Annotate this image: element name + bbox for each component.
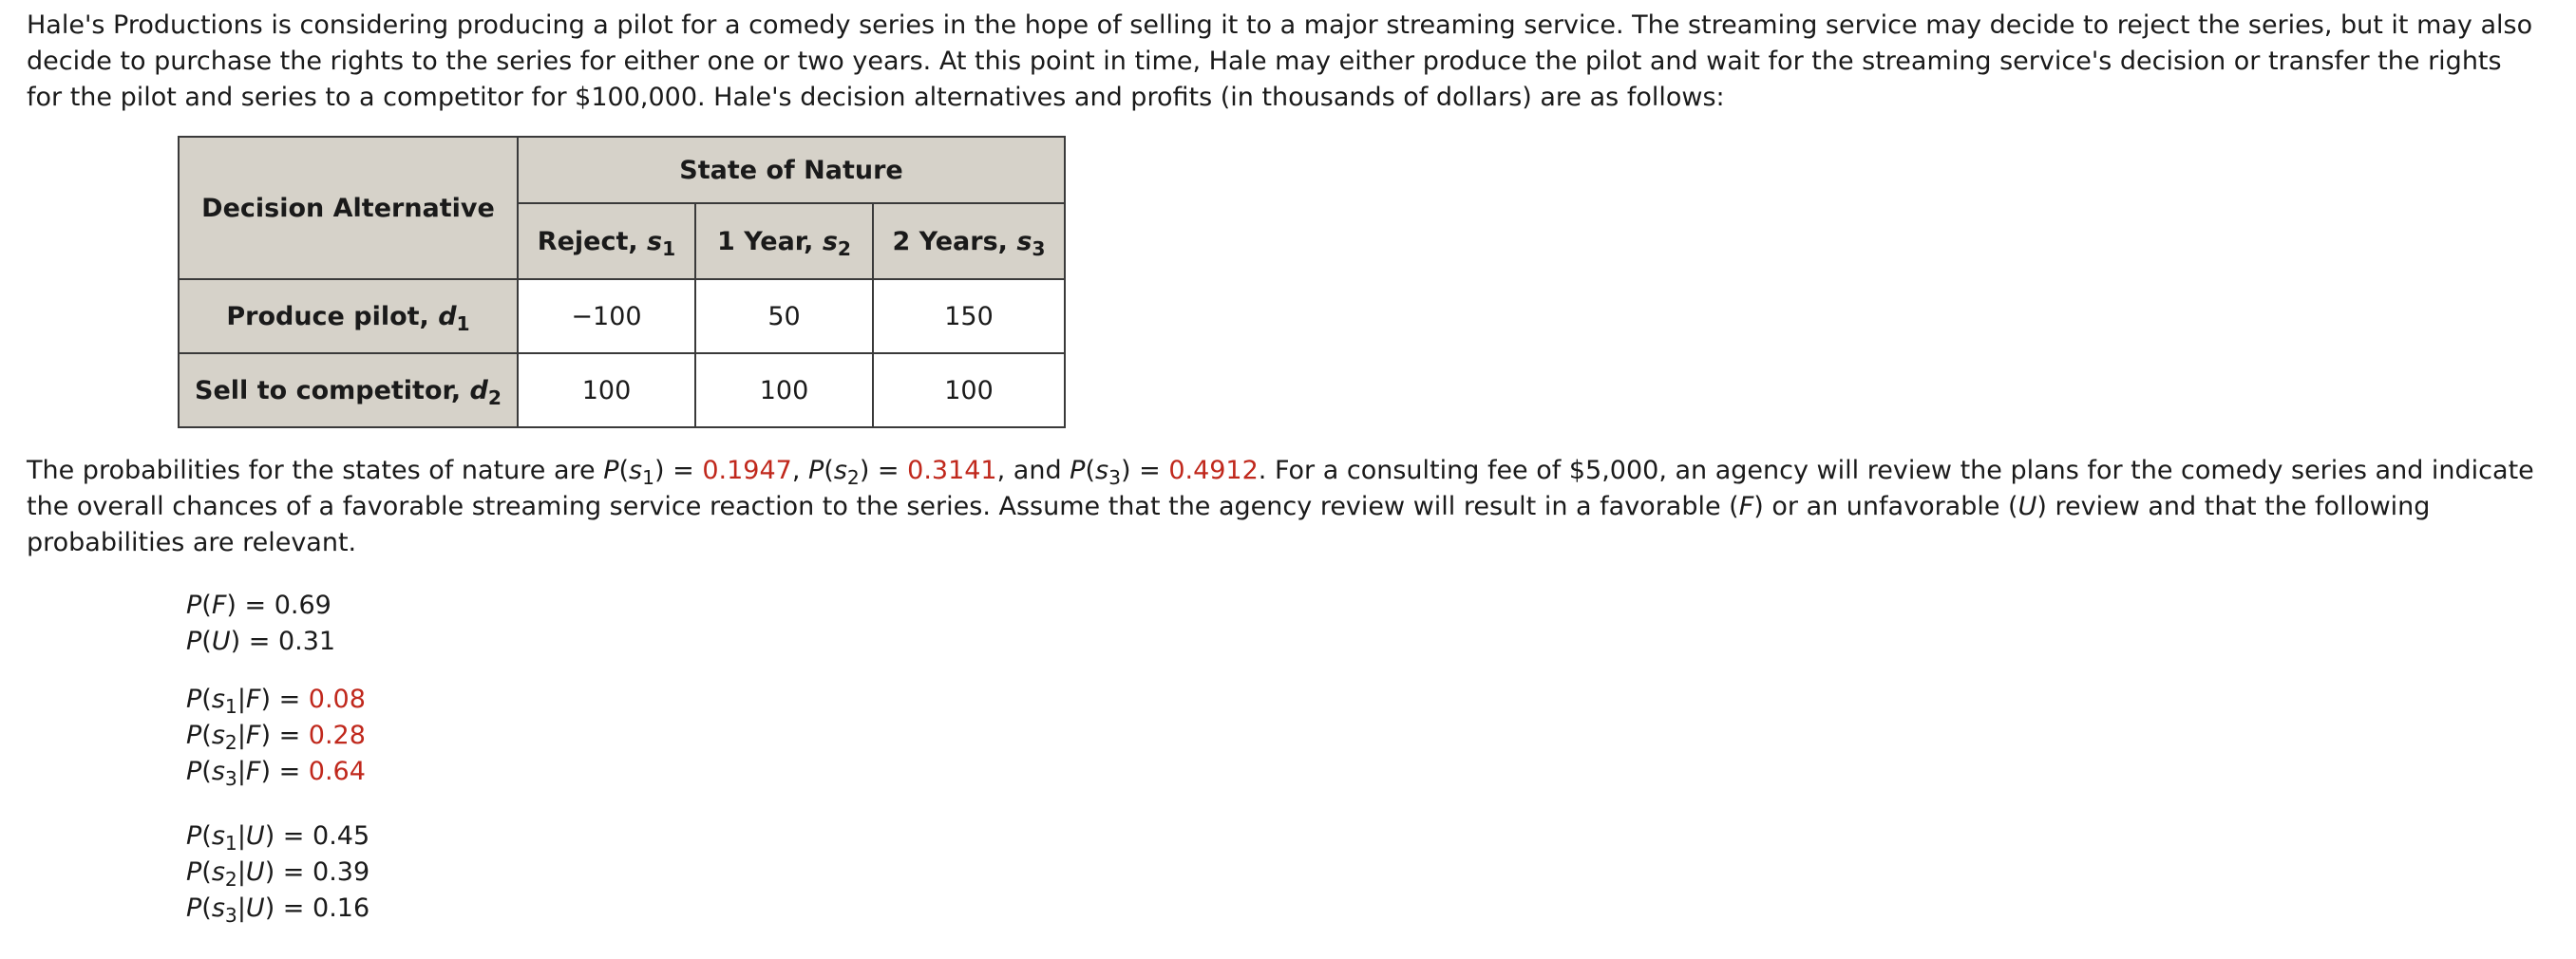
cell-d2-s1: 100 xyxy=(518,353,695,427)
table-row xyxy=(179,353,1065,427)
p-s3-value: 0.4912 xyxy=(1168,456,1259,485)
corner-header: Decision Alternative xyxy=(179,137,518,279)
p-s1-given-u-line: $P(s_1|U) = 0.45$ xyxy=(186,821,370,856)
p-s3-given-f-line: $P(s_3|F) = 0.64$ xyxy=(186,757,366,791)
cell-d1-s3: 150 xyxy=(873,279,1065,353)
probabilities-paragraph: The probabilities for the states of nature are $P(s_1) = 0.1947$, $P(s_2) = 0.3141$, and $P(s_3) = 0.4912$. For a consulting fee of $5,000, an agency will review the plans for the comedy series and indicate the overall chances of a favorable streaming service reaction to the series. Assume that the agency review will result in a favorable (F) or an unfavorable (U) review and that the following probabilities are relevant. xyxy=(27,456,2534,557)
p-s3-given-u-line: $P(s_3|U) = 0.16$ xyxy=(186,893,370,928)
p-s2-value: 0.3141 xyxy=(907,456,997,485)
col-header-reject: Reject, $s_1$ xyxy=(518,203,695,279)
col-header-1-year: 1 Year, $s_2$ xyxy=(695,203,873,279)
p-s2-given-f-line: $P(s_2|F) = 0.28$ xyxy=(186,721,366,755)
review-probabilities xyxy=(186,588,335,660)
p-s2-given-u-line: $P(s_2|U) = 0.39$ xyxy=(186,857,370,892)
row-header-sell-to-competitor: Sell to competitor, $d_2$ xyxy=(179,353,518,427)
cell-d2-s3: 100 xyxy=(873,353,1065,427)
state-of-nature-header: State of Nature xyxy=(518,137,1065,203)
table-row xyxy=(179,279,1065,353)
p-s1-given-f-line: $P(s_1|F) = 0.08$ xyxy=(186,685,366,719)
col-header-2-years: 2 Years, $s_3$ xyxy=(873,203,1065,279)
row-header-produce-pilot: Produce pilot, $d_1$ xyxy=(179,279,518,353)
p-s1-value: 0.1947 xyxy=(702,456,792,485)
p-f-line: P(F) = 0.69 xyxy=(186,591,331,620)
payoff-table xyxy=(178,136,1066,428)
problem-intro: Hale's Productions is considering producing a pilot for a comedy series in the hope of selling it to a major streaming service. The streaming service may decide to reject the series, but it may also decide to purchase the rights to the series for either one or two years. At this point in time, Hale may either produce the pilot and wait for the streaming service's decision or transfer the rights for the pilot and series to a competitor for $100,000. Hale's decision alternatives and profits (in thousands of dollars) are as follows: xyxy=(27,10,2533,112)
p-u-line: P(U) = 0.31 xyxy=(186,627,336,656)
cell-d2-s2: 100 xyxy=(695,353,873,427)
cell-d1-s2: 50 xyxy=(695,279,873,353)
conditional-probabilities-unfavorable xyxy=(186,818,369,927)
cell-d1-s1: −100 xyxy=(518,279,695,353)
conditional-probabilities-favorable xyxy=(186,682,366,790)
